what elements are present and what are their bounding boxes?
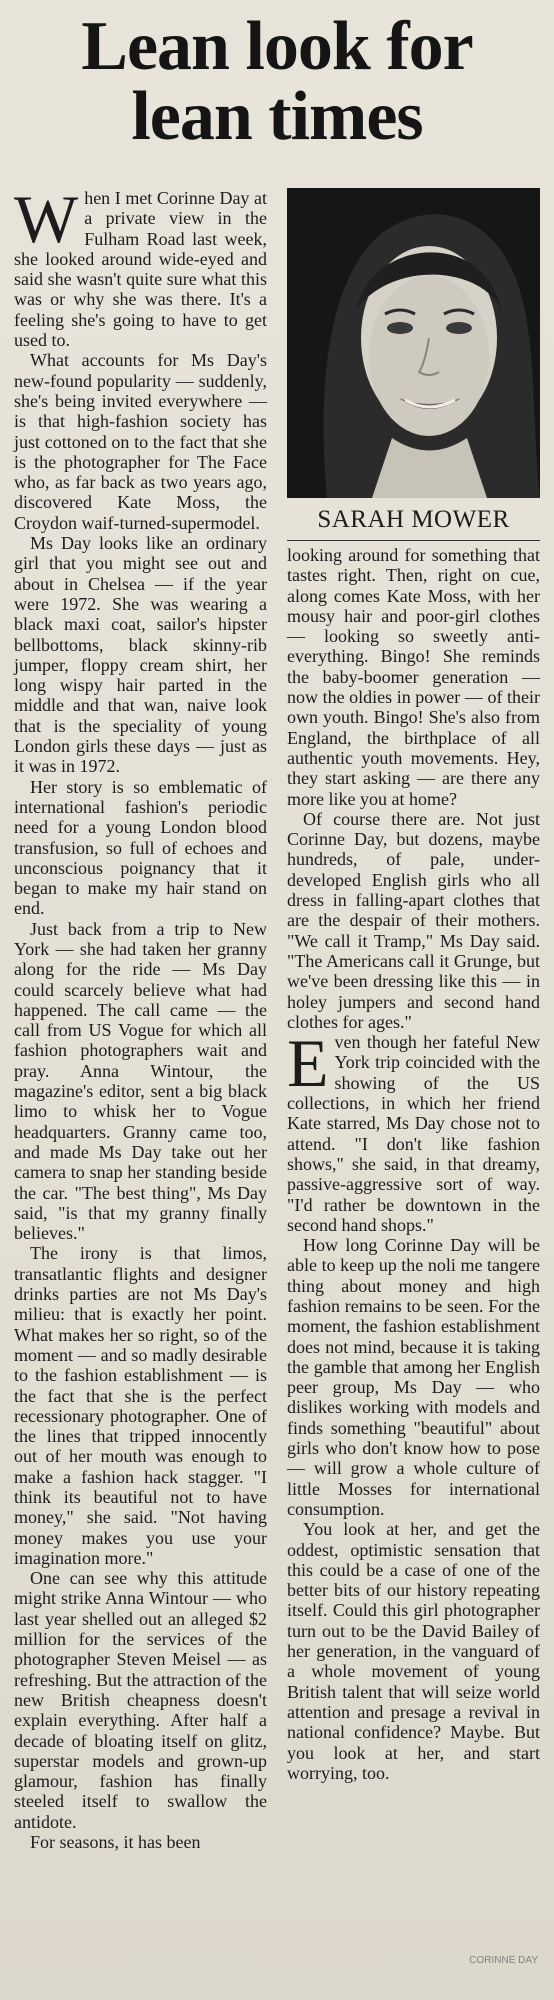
article-paragraph [14,533,267,777]
paragraph-text: Ms Day looks like an ordinary girl that you might see out and about in Chelsea — if the year were 1972. She was wearing a black maxi coat, sailor's hipster bellbottoms, black skinny-rib jumper, floppy cream shirt, her long wispy hair parted in the middle and that wan, naive look that is the speciality of young London girls these days — just as it was in 1972. [14,533,267,777]
right-column [287,188,540,1852]
article-paragraph [14,350,267,533]
archive-stamp: CORINNE DAY [469,1955,538,1966]
article-paragraph [14,1568,267,1832]
paragraph-text: You look at her, and get the oddest, optimistic sensation that this could be a case of one of the better bits of our history repeating itself. Could this girl photographer turn out to be the David Bailey of her generation, in the vanguard of a whole movement of young British talent that will seize world attention and presage a revival in national confidence? Maybe. But you look at her, and start worrying, too. [287,1519,540,1783]
paragraph-text: hen I met Corinne Day at a private view in the Fulham Road last week, she looked around wide-eyed and said she wasn't quite sure what this was or why she was there. It's a feeling she's going to have to get used to. [14,188,267,351]
left-column [14,181,267,1853]
article-paragraph [14,919,267,1244]
drop-cap: W [14,181,79,257]
byline: SARAH MOWER [287,506,540,541]
article-paragraph [14,1243,267,1568]
paragraph-text: Her story is so emblematic of international fashion's periodic need for a young London blood transfusion, so full of echoes and unconscious poignancy that it began to make my hair stand on end. [14,776,267,919]
paragraph-text: Of course there are. Not just Corinne Day, but dozens, maybe hundreds, of pale, under-developed English girls who all dress in falling-apart clothes that are the despair of their mothers. "We call it Tramp," Ms Day said. "The Americans call it Grunge, but we've been dressing like this — in holey jumpers and second hand clothes for ages." [287,808,540,1032]
article-paragraph [14,1832,267,1852]
article-paragraph [287,545,540,809]
paragraph-text: How long Corinne Day will be able to keep up the noli me tangere thing about money and high fashion remains to be seen. For the moment, the fashion establishment does not mind, because it is taking the gamble that among her English peer group, Ms Day — who dislikes working with models and finds something "beautiful" about girls who don't know how to pose — will grow a whole culture of little Mosses for international consumption. [287,1235,540,1519]
article-paragraph [287,809,540,1032]
portrait-image [287,188,540,498]
article-paragraph [287,1235,540,1519]
paragraph-text: For seasons, it has been [30,1832,201,1853]
paragraph-text: What accounts for Ms Day's new-found popularity — suddenly, she's being invited everywhere — is that high-fashion society has just cottoned on to the fact that she is the photographer for The Face who, as far back as two years ago, discovered Kate Moss, the Croydon waif-turned-supermodel. [14,350,267,533]
headline: Lean look for lean times [81,8,473,155]
paragraph-text: The irony is that limos, transatlantic flights and designer drinks parties are not Ms Day's milieu: that is exactly her point. What makes her so right, so of the moment — and so madly desirable to the fashion establishment — is the fact that she is the perfect recessionary photographer. One of the lines that tripped innocently out of her mouth was enough to make a fashion hack stagger. "I think its beautiful not to have money," she said. "Not having money makes you use your imagination more." [14,1243,267,1568]
paragraph-text: Just back from a trip to New York — she had taken her granny along for the ride — Ms Day could scarcely believe what had happened. The call came — the call from US Vogue for which all fashion photographers wait and pray. Anna Wintour, the magazine's editor, sent a big black limo to whisk her to Vogue headquarters. Granny came too, and made Ms Day take out her camera to snap her standing beside the car. "The best thing", Ms Day said, "is that my granny finally believes." [14,918,267,1244]
article-body [14,181,540,1853]
paragraph-text: looking around for something that tastes right. Then, right on cue, along comes Kate Moss, with her mousy hair and poor-girl clothes — looking so sweetly anti-everything. Bingo! She reminds the baby-boomer generation — now the oldies in power — of their own youth. Bingo! She's also from England, the birthplace of all authentic youth movements. Hey, they start asking — are there any more like you at home? [287,545,540,809]
article-paragraph [14,777,267,919]
paragraph-text: One can see why this attitude might strike Anna Wintour — who last year shelled out an alleged $2 million for the services of the photographer Steven Meisel — as refreshing. But the attraction of the new British cheapness doesn't explain everything. After half a decade of bloating itself on glitz, superstar models and grown-up glamour, fashion has finally steeled itself to swallow the antidote. [14,1568,267,1832]
article-paragraph [287,1519,540,1783]
author-photo [287,188,540,498]
article-paragraph [14,181,267,351]
paragraph-text: ven though her fateful New York trip coincided with the showing of the US collections, in which her friend Kate starred, Ms Day chose not to attend. "I don't like fashion shows," she said, in that dreamy, passive-aggressive sort of way. "I'd rather be downtown in the second hand shops." [287,1032,540,1235]
drop-cap: E [287,1025,329,1102]
article-paragraph [287,1025,540,1235]
